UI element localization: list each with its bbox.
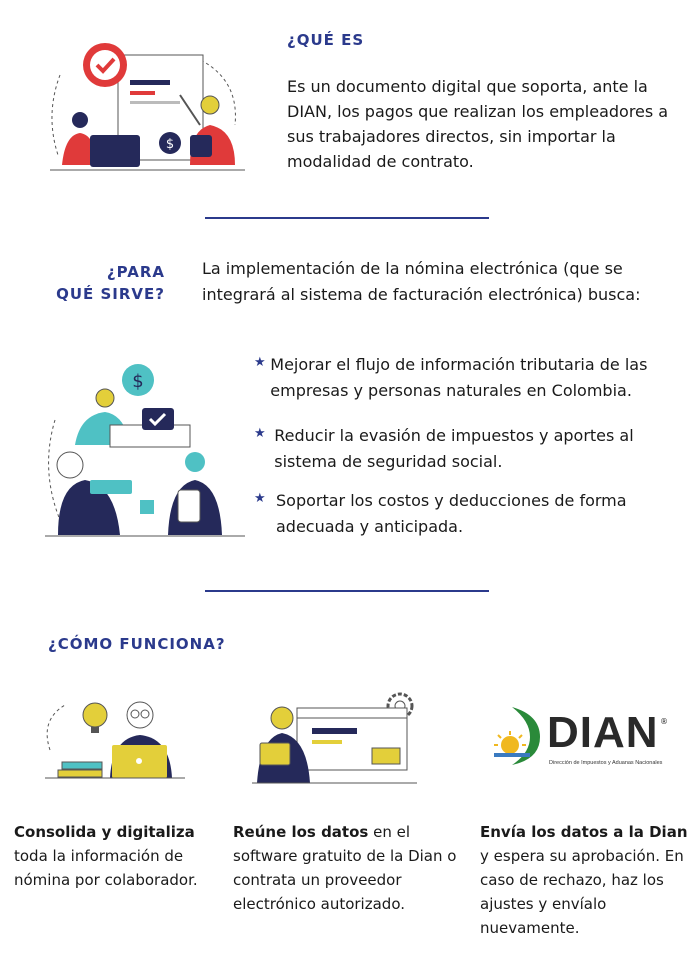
dian-logo: [492, 705, 672, 775]
divider: [205, 217, 489, 219]
dian-logo-subtitle: Dirección de Impuestos y Aduanas Nacionales: [549, 760, 663, 766]
bullet-item: ★ Reducir la evasión de impuestos y aportes al sistema de seguridad social.: [254, 423, 674, 475]
star-icon: ★: [254, 426, 266, 441]
step-envia: Envía los datos a la Dian y espera su aprobación. En caso de rechazo, haz los ajustes y envíalo nuevamente.: [480, 823, 688, 937]
illustration-software-data: [252, 688, 422, 788]
bullet-item: ★ Mejorar el flujo de información tributaria de las empresas y personas naturales en Colombia.: [254, 352, 674, 404]
que-es-text: Es un documento digital que soporta, ante la DIAN, los pagos que realizan los empleadores a sus trabajadores directos, sin importar la modalidad de contrato.: [287, 77, 669, 171]
registered-mark: ®: [660, 717, 668, 726]
illustration-lightbulb-laptop: [40, 690, 190, 785]
para-que-heading: ¿PARA QUÉ SIRVE?: [56, 263, 165, 303]
star-icon: ★: [254, 355, 266, 370]
divider: [205, 590, 489, 592]
para-que-intro: La implementación de la nómina electrónica (que se integrará al sistema de facturación electrónica) busca:: [202, 259, 641, 304]
illustration-team-data: [40, 360, 250, 540]
svg-text:$: $: [132, 371, 144, 392]
star-icon: ★: [254, 491, 266, 506]
que-es-heading: ¿QUÉ ES: [287, 31, 365, 49]
dian-emblem-icon: [492, 705, 542, 767]
illustration-people-document: [40, 35, 250, 180]
svg-text:$: $: [165, 137, 175, 152]
como-funciona-heading: ¿CÓMO FUNCIONA?: [48, 635, 226, 653]
step-reune: Reúne los datos en el software gratuito de la Dian o contrata un proveedor electrónico autorizado.: [233, 823, 457, 913]
step-consolida: Consolida y digitaliza toda la información de nómina por colaborador.: [14, 823, 198, 889]
dian-logo-text: DIAN: [547, 708, 659, 757]
bullet-item: ★ Soportar los costos y deducciones de forma adecuada y anticipada.: [254, 488, 674, 540]
